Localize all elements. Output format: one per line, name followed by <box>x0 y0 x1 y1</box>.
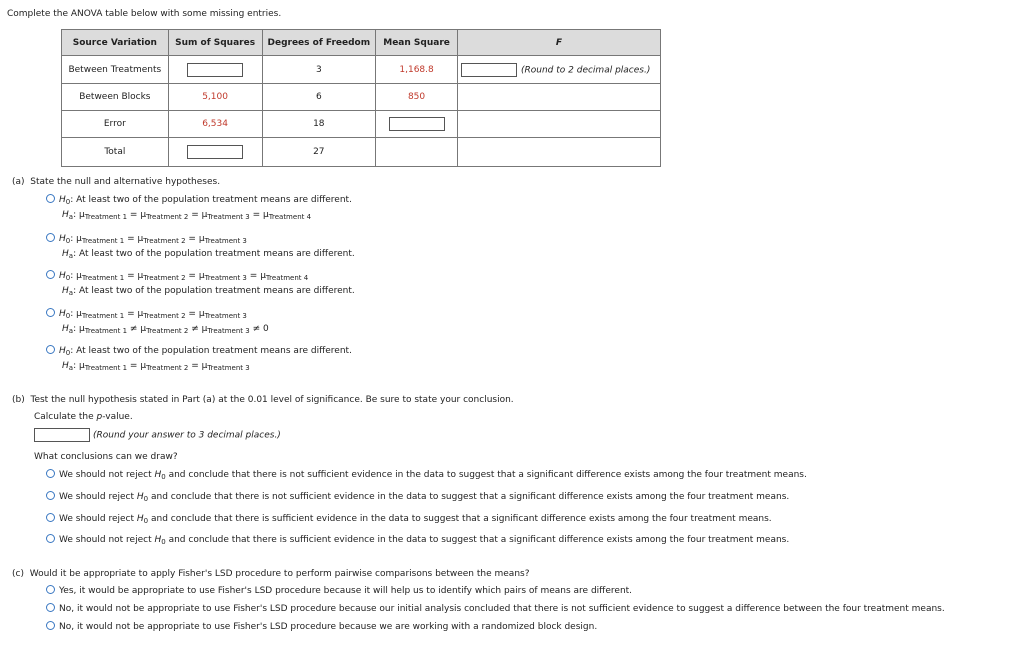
anova-table <box>61 29 661 167</box>
row-source: Between Treatments <box>62 56 169 84</box>
row-df: 6 <box>262 84 376 111</box>
hypothesis-option-5[interactable]: $H_0$: At least two of the population treatment means are different. $H_a$: $\mu_{Treatment 1} = \mu_{Treatment 2} = \mu_{Treatment 3}$ <box>46 345 352 372</box>
ss-treatments-input[interactable] <box>187 63 243 77</box>
header-ms: Mean Square <box>376 30 458 56</box>
radio-button[interactable] <box>46 345 55 354</box>
p-value-row <box>34 428 281 442</box>
row-source: Total <box>62 138 169 167</box>
lsd-option-1[interactable]: Yes, it would be appropriate to use Fisher's LSD procedure because it will help us to identify which pairs of means are different. <box>46 585 632 596</box>
radio-button[interactable] <box>46 194 55 203</box>
header-f: F <box>458 30 661 56</box>
row-source: Error <box>62 111 169 138</box>
f-input[interactable] <box>461 63 517 77</box>
radio-button[interactable] <box>46 469 55 478</box>
conclusion-option-2[interactable]: We should reject $H_0$ and conclude that there is not sufficient evidence in the data to suggest that a significant difference exists among the four treatment means. <box>46 491 789 503</box>
p-value-prompt: Calculate the p-value. <box>34 412 133 422</box>
row-df: 18 <box>262 111 376 138</box>
conclusion-option-1[interactable]: We should not reject $H_0$ and conclude that there is not sufficient evidence in the data to suggest that a significant difference exists among the four treatment means. <box>46 469 807 481</box>
table-row <box>62 84 661 111</box>
row-source: Between Blocks <box>62 84 169 111</box>
conclusion-question: What conclusions can we draw? <box>34 452 178 462</box>
radio-button[interactable] <box>46 534 55 543</box>
lsd-option-2[interactable]: No, it would not be appropriate to use Fisher's LSD procedure because our initial analysis concluded that there is not sufficient evidence to suggest a difference between the four treatment means. <box>46 603 945 614</box>
hypothesis-option-3[interactable]: $H_0$: $\mu_{Treatment 1} = \mu_{Treatment 2} = \mu_{Treatment 3} = \mu_{Treatment 4}$ $H_a$: At least two of the population treatment means are different. <box>46 270 355 297</box>
row-ms: 1,168.8 <box>376 56 458 84</box>
hypothesis-option-4[interactable]: $H_0$: $\mu_{Treatment 1} = \mu_{Treatment 2} = \mu_{Treatment 3}$ $H_a$: $\mu_{Treatment 1} \ne \mu_{Treatment 2} \ne \mu_{Treatment 3} \ne 0$ <box>46 308 269 335</box>
header-df: Degrees of Freedom <box>262 30 376 56</box>
f-hint: (Round to 2 decimal places.) <box>521 65 651 75</box>
radio-button[interactable] <box>46 585 55 594</box>
table-row <box>62 138 661 167</box>
p-value-input[interactable] <box>34 428 90 442</box>
radio-button[interactable] <box>46 308 55 317</box>
row-df: 3 <box>262 56 376 84</box>
radio-button[interactable] <box>46 233 55 242</box>
instructions: Complete the ANOVA table below with some missing entries. <box>7 9 282 19</box>
radio-button[interactable] <box>46 491 55 500</box>
radio-button[interactable] <box>46 513 55 522</box>
hypothesis-option-1[interactable]: $H_0$: At least two of the population treatment means are different. $H_a$: $\mu_{Treatment 1} = \mu_{Treatment 2} = \mu_{Treatment 3} = \mu_{Treatment 4}$ <box>46 194 352 221</box>
p-value-hint: (Round your answer to 3 decimal places.) <box>93 430 281 441</box>
header-ss: Sum of Squares <box>168 30 262 56</box>
conclusion-option-4[interactable]: We should not reject $H_0$ and conclude that there is sufficient evidence in the data to suggest that a significant difference exists among the four treatment means. <box>46 534 789 546</box>
row-ms: 850 <box>376 84 458 111</box>
row-ss: 5,100 <box>168 84 262 111</box>
row-df: 27 <box>262 138 376 167</box>
part-b-question: (b) Test the null hypothesis stated in Part (a) at the 0.01 level of significance. Be sure to state your conclusion. <box>12 395 514 405</box>
table-row <box>62 56 661 84</box>
conclusion-option-3[interactable]: We should reject $H_0$ and conclude that there is sufficient evidence in the data to suggest that a significant difference exists among the four treatment means. <box>46 513 772 525</box>
hypothesis-option-2[interactable]: $H_0$: $\mu_{Treatment 1} = \mu_{Treatment 2} = \mu_{Treatment 3}$ $H_a$: At least two of the population treatment means are different. <box>46 233 355 260</box>
ms-error-input[interactable] <box>389 117 445 131</box>
table-row <box>62 111 661 138</box>
radio-button[interactable] <box>46 270 55 279</box>
ss-total-input[interactable] <box>187 145 243 159</box>
row-ss: 6,534 <box>168 111 262 138</box>
part-c-question: (c) Would it be appropriate to apply Fisher's LSD procedure to perform pairwise comparisons between the means? <box>12 569 530 579</box>
radio-button[interactable] <box>46 621 55 630</box>
radio-button[interactable] <box>46 603 55 612</box>
lsd-option-3[interactable]: No, it would not be appropriate to use Fisher's LSD procedure because we are working with a randomized block design. <box>46 621 597 632</box>
part-a-question: (a) State the null and alternative hypotheses. <box>12 177 221 187</box>
header-source: Source Variation <box>62 30 169 56</box>
